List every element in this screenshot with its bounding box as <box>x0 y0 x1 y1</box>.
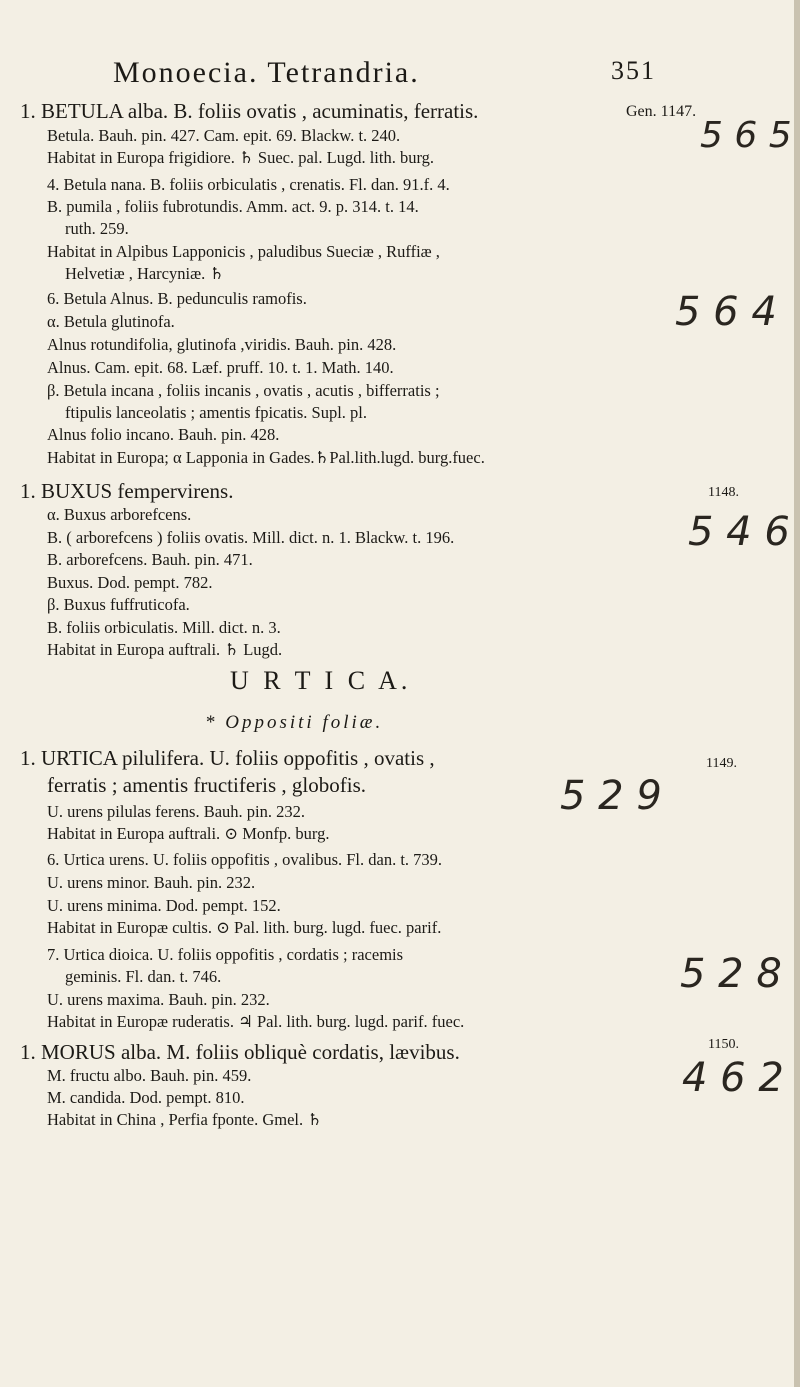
running-header <box>113 56 656 89</box>
synonym-line: B. arborefcens. Bauh. pin. 471. <box>47 550 253 569</box>
genus-heading-urtica: U R T I C A. <box>230 666 412 695</box>
habitat-line: Habitat in Europa auftrali. ♄ Lugd. <box>47 640 283 659</box>
synonym-line: Buxus. Dod. pempt. 782. <box>47 573 213 592</box>
entry-betula-alnus: 6. Betula Alnus. B. pedunculis ramofis. <box>47 289 307 308</box>
habitat-line: Habitat in Europa; α Lapponia in Gades.♄Pal.lith.lugd. burg.fuec. <box>47 448 485 467</box>
handwritten-annotation: 5 2 8 <box>680 951 782 997</box>
header-title: Monoecia. Tetrandria. <box>113 56 420 89</box>
synonym-line: B. foliis orbiculatis. Mill. dict. n. 3. <box>47 618 281 637</box>
synonym-line: U. urens minor. Bauh. pin. 232. <box>47 873 256 892</box>
margin-genus-number: 1149. <box>706 756 737 771</box>
synonym-line: Alnus rotundifolia, glutinofa ,viridis. Bauh. pin. 428. <box>47 335 397 354</box>
synonym-line: geminis. Fl. dan. t. 746. <box>65 967 222 986</box>
synonym-line: U. urens pilulas ferens. Bauh. pin. 232. <box>47 802 305 821</box>
margin-genus-number: 1150. <box>708 1037 739 1052</box>
entry-urtica-urens: 6. Urtica urens. U. foliis oppofitis , ovalibus. Fl. dan. t. 739. <box>47 850 443 869</box>
habitat-line: Habitat in Europa frigidiore. ♄ Suec. pal. Lugd. lith. burg. <box>47 148 435 167</box>
variety-line: β. Buxus fuffruticofa. <box>47 595 190 614</box>
handwritten-annotation: 5 6 4 <box>675 289 777 335</box>
variety-line: β. Betula incana , foliis incanis , ovatis , acutis , bifferratis ; <box>47 381 440 400</box>
synonym-line: B. pumila , foliis fubrotundis. Amm. act. 9. p. 314. t. 14. <box>47 197 419 216</box>
handwritten-annotation: 4 6 2 <box>682 1055 784 1101</box>
synonym-line: U. urens maxima. Bauh. pin. 232. <box>47 990 270 1009</box>
variety-line: ftipulis lanceolatis ; amentis fpicatis. Supl. pl. <box>65 403 367 422</box>
synonym-line: ruth. 259. <box>65 219 129 238</box>
margin-genus-number: Gen. 1147. <box>626 103 697 120</box>
synonym-line: Alnus folio incano. Bauh. pin. 428. <box>47 425 280 444</box>
habitat-line: Habitat in Europæ cultis. ⊙ Pal. lith. burg. lugd. fuec. parif. <box>47 918 442 937</box>
entry-betula-alba: 1. BETULA alba. B. foliis ovatis , acuminatis, ferratis. <box>20 99 479 123</box>
variety-line: α. Betula glutinofa. <box>47 312 175 331</box>
page-edge-shadow <box>794 0 800 1387</box>
habitat-line: Habitat in China , Perfia fponte. Gmel. ♄ <box>47 1110 323 1129</box>
margin-genus-number: 1148. <box>708 485 739 500</box>
entry-betula-nana: 4. Betula nana. B. foliis orbiculatis , crenatis. Fl. dan. 91.f. 4. <box>47 175 450 194</box>
entry-urtica-dioica: 7. Urtica dioica. U. foliis oppofitis , cordatis ; racemis <box>47 945 404 964</box>
diagnosis-line: ferratis ; amentis fructiferis , globofis. <box>47 773 366 797</box>
handwritten-annotation: 5 6 5 <box>700 115 792 156</box>
handwritten-annotation: 5 2 9 <box>560 773 662 819</box>
section-heading: * Oppositi foliæ. <box>205 712 384 733</box>
entry-urtica-pilulifera: 1. URTICA pilulifera. U. foliis oppofitis , ovatis , <box>20 746 435 770</box>
handwritten-annotation: 5 4 6 <box>688 509 790 555</box>
habitat-line: Habitat in Alpibus Lapponicis , paludibus Sueciæ , Ruffiæ , <box>47 242 440 261</box>
synonym-line: Alnus. Cam. epit. 68. Læf. pruff. 10. t. 1. Math. 140. <box>47 358 394 377</box>
synonym-line: Betula. Bauh. pin. 427. Cam. epit. 69. Blackw. t. 240. <box>47 126 401 145</box>
habitat-line: Helvetiæ , Harcyniæ. ♄ <box>65 264 225 283</box>
synonym-line: U. urens minima. Dod. pempt. 152. <box>47 896 281 915</box>
habitat-line: Habitat in Europæ ruderatis. ♃ Pal. lith. burg. lugd. parif. fuec. <box>47 1012 465 1031</box>
entry-morus-alba: 1. MORUS alba. M. foliis obliquè cordatis, lævibus. <box>20 1040 460 1064</box>
synonym-line: M. fructu albo. Bauh. pin. 459. <box>47 1066 252 1085</box>
page-number: 351 <box>611 56 656 85</box>
habitat-line: Habitat in Europa auftrali. ⊙ Monfp. burg. <box>47 824 330 843</box>
synonym-line: B. ( arborefcens ) foliis ovatis. Mill. dict. n. 1. Blackw. t. 196. <box>47 528 455 547</box>
variety-line: α. Buxus arborefcens. <box>47 505 192 524</box>
entry-buxus: 1. BUXUS fempervirens. <box>20 479 234 503</box>
synonym-line: M. candida. Dod. pempt. 810. <box>47 1088 245 1107</box>
